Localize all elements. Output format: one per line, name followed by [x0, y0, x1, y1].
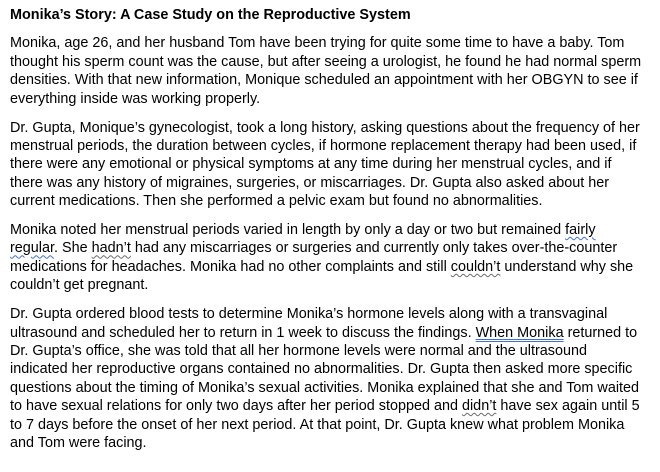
paragraph-1: Monika, age 26, and her husband Tom have been trying for quite some time to have a baby. Tom thought his sperm count was the cause, but after seeing a urologist, he found he had normal sperm densities. With that new information, Monique scheduled an appointment with her OBGYN to see if everything inside was working properly. [10, 35, 642, 107]
paragraph-3-text: Monika noted her menstrual periods varied in length by only a day or two but remained [10, 222, 566, 239]
paragraph-4-text: have sex again until 5 to 7 days before the onset of her next period. At that point, Dr. Gupta knew what problem Monika and Tom were facing. [10, 398, 640, 452]
style-flag-couldnt[interactable]: couldn’t [450, 258, 501, 275]
paragraph-4-text: Dr. Gupta ordered blood tests to determine Monika’s hormone levels along with a transvaginal ultrasound and scheduled her to return in 1 week to discuss the findings. [10, 306, 608, 341]
grammar-flag-fairly-regular[interactable]: fairly regular [10, 222, 596, 257]
paragraph-3-text: understand why she couldn’t get pregnant. [10, 258, 634, 294]
document-title: Monika’s Story: A Case Study on the Reproductive System [10, 7, 411, 23]
paragraph-3 [10, 221, 646, 295]
paragraph-4 [10, 305, 646, 452]
paragraph-4-text: returned to Dr. Gupta’s office, she was told that all her hormone levels were normal and the ultrasound indicated her reproductive organs contained no abnormalities. Dr. Gupta then asked more specific questions about the timing of Monika’s sexual activities. Monika explained that she and Tom waited to have sexual relations for only two days after her period stopped and [10, 324, 640, 415]
paragraph-3-text: . She [54, 240, 92, 257]
paragraph-3-text: had any miscarriages or surgeries and currently only takes over-the-counter medications for headaches. Monika had no other complaints and still [10, 240, 618, 275]
style-flag-hadnt[interactable]: hadn’t [91, 240, 131, 257]
document-page [10, 6, 646, 463]
style-flag-didnt[interactable]: didn’t [461, 398, 497, 415]
paragraph-2: Dr. Gupta, Monique’s gynecologist, took a long history, asking questions about the frequency of her menstrual periods, the duration between cycles, if hormone replacement therapy had been used, if there were any emotional or physical symptoms at any time during her menstrual cycles, and if there was any history of migraines, surgeries, or miscarriages. Dr. Gupta also asked about her current medications. Then she performed a pelvic exam but found no abnormalities. [10, 119, 640, 210]
spacing-flag-when-monika[interactable]: When Monika [475, 324, 564, 341]
